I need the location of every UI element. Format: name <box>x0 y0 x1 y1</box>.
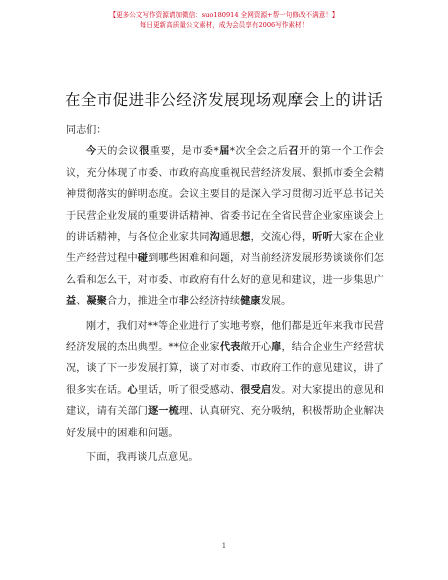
promo-line-1: 【更多公文写作资源请加微信：suo180914 全网资源+帮一句修改不满意！】 <box>109 11 339 19</box>
document-body <box>66 120 384 469</box>
text-run: *次全会之后 <box>229 146 289 158</box>
emphasis-text: 健康 <box>240 296 261 308</box>
paragraph-1 <box>66 141 384 312</box>
emphasis-text: 听听 <box>312 232 333 244</box>
text-run: 下面，我再谈几点意见。 <box>86 452 199 464</box>
text-run: 到哪些困难和问题，对当前经济发展形势谈谈你们怎么看和怎么干，对市委、市政府有什么好的意见和建议，进一步集思广 <box>66 253 384 286</box>
emphasis-text: 碰 <box>137 253 149 265</box>
text-run: 里话，听了很受感动、 <box>137 384 241 396</box>
paragraph-2 <box>66 316 384 444</box>
text-run: 发。对大家提出的意见和建议，请有关部门 <box>66 384 384 418</box>
page-number: 1 <box>221 542 227 550</box>
emphasis-text: 心 <box>127 384 138 396</box>
text-run: 、 <box>76 296 87 308</box>
document-title: 在全市促进非公经济发展现场观摩会上的讲话 <box>64 91 383 109</box>
emphasis-text: 非 <box>178 296 189 308</box>
text-run: 公经济持续 <box>188 296 241 308</box>
emphasis-text: 很 <box>139 146 150 158</box>
emphasis-text: 想 <box>240 232 251 244</box>
text-run: 开的第一个工作会议，充分体现了市委、市政府高度重视民营经济发展、狠抓市委全会精神贯彻落实的鲜明态度。会议主要目的是深入学习贯彻习近平总书记关于民营企业发展的重要讲话精神、省委书记在全省民营企业家座谈会上的讲话精神，与各位企业家共同 <box>66 146 384 244</box>
emphasis-text: 扉 <box>271 342 282 354</box>
emphasis-text: 凝聚 <box>86 296 107 308</box>
text-run: 刚才，我们对**等企业进行了实地考察，他们都是近年来我市民营经济发展的杰出典型。**位企业家 <box>66 320 384 354</box>
emphasis-text: 益 <box>66 296 77 308</box>
text-run: 天的会议 <box>96 146 140 158</box>
salutation: 同志们： <box>66 125 107 136</box>
emphasis-text: 届 <box>218 146 230 158</box>
promo-header <box>0 10 448 30</box>
text-run: 重要，是市委* <box>149 146 219 158</box>
emphasis-text: 召 <box>288 146 300 158</box>
text-run: ，交流心得， <box>250 232 313 244</box>
paragraph-3 <box>66 447 384 468</box>
text-run: 大家在企业生产经营过程中 <box>66 232 384 265</box>
text-run: ，结合企业生产经营状况，谈了下一步发展打算，谈了对市委、市政府工作的意见建议，讲了很多实在话。 <box>66 342 385 396</box>
text-run: 敞开心 <box>240 342 272 354</box>
text-run: 理、认真研究、充分吸纳，积极帮助企业解决好发展中的困难和问题。 <box>66 406 385 439</box>
text-run: 合力，推进全市 <box>107 296 179 308</box>
emphasis-text: 代表 <box>219 342 241 354</box>
text-run: 通思 <box>219 232 241 244</box>
emphasis-text: 逐一梳 <box>148 406 179 418</box>
emphasis-text: 今 <box>86 146 97 158</box>
text-run: 发展。 <box>260 296 292 308</box>
promo-line-2: 每日更新高质量公文素材，成为会员享有2006写作素材！ <box>139 21 309 29</box>
emphasis-text: 沟 <box>209 232 220 244</box>
emphasis-text: 很受启 <box>240 384 272 396</box>
